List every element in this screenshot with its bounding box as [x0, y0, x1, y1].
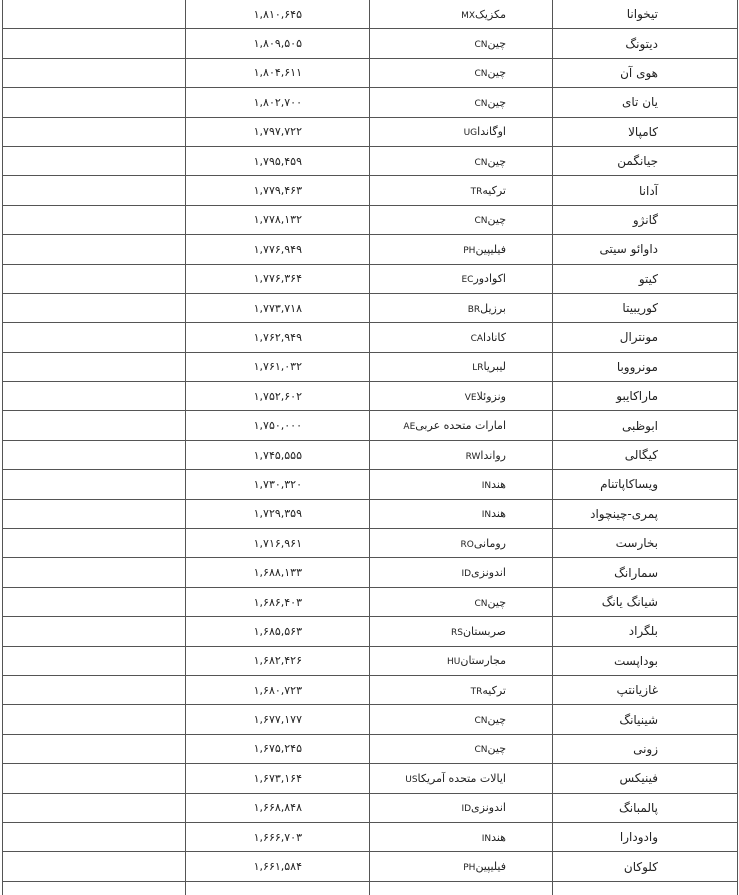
country-cell: [370, 411, 553, 440]
city-cell: [553, 881, 738, 895]
country-name: ترکیه: [482, 184, 506, 198]
table-row: [3, 440, 738, 469]
country-cell: [370, 881, 553, 895]
country-code: PH: [463, 863, 476, 874]
country-cell: [370, 440, 553, 469]
table-row: [3, 176, 738, 205]
city-cell: مونرووبا: [553, 352, 738, 381]
city-cell: کوریبیتا: [553, 293, 738, 322]
country-cell: [370, 764, 553, 793]
city-cell: کیتو: [553, 264, 738, 293]
country-cell: [370, 264, 553, 293]
country-code: AE: [403, 422, 416, 433]
city-cell: ماراکایبو: [553, 382, 738, 411]
city-cell: کیگالی: [553, 440, 738, 469]
country-cell: [370, 852, 553, 881]
country-name: امارات متحده عربی: [415, 419, 506, 433]
country-cell: [370, 0, 553, 29]
country-name: اکوادور: [473, 272, 506, 286]
population-cell: ۱,۶۷۳,۱۶۴: [186, 764, 370, 793]
empty-cell: [3, 499, 186, 528]
population-cell: ۱,۶۶۶,۷۰۳: [186, 822, 370, 851]
empty-cell: [3, 822, 186, 851]
country-cell: [370, 734, 553, 763]
population-cell: ۱,۷۷۶,۳۶۴: [186, 264, 370, 293]
country-code: UG: [463, 128, 478, 139]
country-code: CN: [474, 216, 488, 227]
population-cell: ۱,۷۶۲,۹۴۹: [186, 323, 370, 352]
population-cell: ۱,۶۸۰,۷۲۳: [186, 675, 370, 704]
empty-cell: [3, 264, 186, 293]
country-cell: [370, 646, 553, 675]
country-code: CN: [474, 98, 488, 109]
country-code: IN: [481, 510, 492, 521]
country-name: اندونزی: [471, 801, 506, 815]
empty-cell: [3, 323, 186, 352]
country-name: کانادا: [483, 330, 506, 344]
empty-cell: [3, 293, 186, 322]
country-name: چین: [487, 37, 506, 51]
country-cell: [370, 470, 553, 499]
population-cell: ۱,۷۳۰,۳۲۰: [186, 470, 370, 499]
empty-cell: [3, 705, 186, 734]
table-row: [3, 617, 738, 646]
country-name: رواندا: [480, 448, 506, 462]
country-code: ID: [461, 804, 472, 815]
country-code: PH: [463, 245, 476, 256]
country-name: صربستان: [462, 624, 506, 638]
country-name: چین: [487, 154, 506, 168]
country-cell: [370, 88, 553, 117]
empty-cell: [3, 382, 186, 411]
country-name: ونزوئلا: [476, 389, 506, 403]
empty-cell: [3, 793, 186, 822]
empty-cell: [3, 675, 186, 704]
city-cell: بلگراد: [553, 617, 738, 646]
table-row: [3, 88, 738, 117]
country-cell: [370, 146, 553, 175]
country-code: IN: [481, 833, 492, 844]
population-cell: ۱,۷۶۱,۰۳۲: [186, 352, 370, 381]
city-cell: سمارانگ: [553, 558, 738, 587]
country-code: RW: [465, 451, 481, 462]
country-code: TR: [470, 187, 483, 198]
city-cell: کلوکان: [553, 852, 738, 881]
country-name: چین: [487, 95, 506, 109]
country-code: BR: [467, 304, 481, 315]
country-cell: [370, 529, 553, 558]
country-name: اوگاندا: [477, 125, 506, 139]
country-name: لیبریا: [483, 360, 506, 374]
population-cell: ۱,۷۷۳,۷۱۸: [186, 293, 370, 322]
city-cell: زونی: [553, 734, 738, 763]
population-cell: ۱,۷۵۰,۰۰۰: [186, 411, 370, 440]
country-code: CN: [474, 716, 488, 727]
country-code: CN: [474, 69, 488, 80]
country-name: چین: [487, 213, 506, 227]
table-row: [3, 764, 738, 793]
table-row: [3, 58, 738, 87]
country-code: RS: [450, 627, 463, 638]
empty-cell: [3, 88, 186, 117]
country-cell: [370, 499, 553, 528]
empty-cell: [3, 470, 186, 499]
population-cell: ۱,۶۷۷,۱۷۷: [186, 705, 370, 734]
city-cell: پالمبانگ: [553, 793, 738, 822]
population-cell: ۱,۸۱۰,۶۴۵: [186, 0, 370, 29]
country-cell: [370, 176, 553, 205]
empty-cell: [3, 734, 186, 763]
country-cell: [370, 675, 553, 704]
country-name: هند: [491, 507, 506, 521]
country-cell: [370, 822, 553, 851]
country-code: CN: [474, 40, 488, 51]
empty-cell: [3, 235, 186, 264]
country-name: چین: [487, 713, 506, 727]
table-row: [3, 499, 738, 528]
population-cell: ۱,۷۵۲,۶۰۲: [186, 382, 370, 411]
empty-cell: [3, 646, 186, 675]
table-row: [3, 352, 738, 381]
population-cell: ۱,۷۱۶,۹۶۱: [186, 529, 370, 558]
table-row: [3, 646, 738, 675]
city-cell: تیخوانا: [553, 0, 738, 29]
empty-cell: [3, 587, 186, 616]
country-name: چین: [487, 595, 506, 609]
country-code: VE: [464, 392, 477, 403]
city-cell: بخارست: [553, 529, 738, 558]
table-row: [3, 881, 738, 895]
country-cell: [370, 117, 553, 146]
population-cell: ۱,۸۰۲,۷۰۰: [186, 88, 370, 117]
table-row: [3, 323, 738, 352]
country-cell: [370, 793, 553, 822]
country-code: CA: [470, 333, 484, 344]
population-cell: ۱,۷۴۵,۵۵۵: [186, 440, 370, 469]
city-cell: فینیکس: [553, 764, 738, 793]
city-cell: داوائو سیتی: [553, 235, 738, 264]
city-cell: کامپالا: [553, 117, 738, 146]
country-code: CN: [474, 157, 488, 168]
country-cell: [370, 29, 553, 58]
table-row: [3, 793, 738, 822]
country-name: فیلیپین: [475, 242, 506, 256]
country-cell: [370, 293, 553, 322]
table-row: [3, 205, 738, 234]
empty-cell: [3, 176, 186, 205]
table-row: [3, 117, 738, 146]
population-cell: ۱,۶۸۲,۴۲۶: [186, 646, 370, 675]
country-code: RO: [460, 539, 474, 550]
country-name: هند: [491, 477, 506, 491]
city-cell: گانژو: [553, 205, 738, 234]
country-code: IN: [481, 480, 492, 491]
country-cell: [370, 382, 553, 411]
empty-cell: [3, 29, 186, 58]
population-cell: ۱,۷۹۵,۴۵۹: [186, 146, 370, 175]
country-code: TR: [470, 686, 483, 697]
table-row: [3, 734, 738, 763]
table-row: [3, 293, 738, 322]
empty-cell: [3, 617, 186, 646]
city-cell: مونترال: [553, 323, 738, 352]
country-cell: [370, 205, 553, 234]
table-row: [3, 382, 738, 411]
population-cell: ۱,۶۶۸,۸۴۸: [186, 793, 370, 822]
city-cell: ابوظبی: [553, 411, 738, 440]
empty-cell: [3, 558, 186, 587]
country-cell: [370, 558, 553, 587]
table-row: [3, 529, 738, 558]
country-name: چین: [487, 742, 506, 756]
city-cell: پمری-چینچواد: [553, 499, 738, 528]
table-body: [3, 0, 738, 895]
empty-cell: [3, 146, 186, 175]
population-cell: ۱,۷۲۹,۳۵۹: [186, 499, 370, 528]
empty-cell: [3, 529, 186, 558]
city-cell: هوی آن: [553, 58, 738, 87]
country-name: چین: [487, 66, 506, 80]
country-cell: [370, 235, 553, 264]
city-cell: بوداپست: [553, 646, 738, 675]
population-cell: ۱,۷۷۹,۴۶۳: [186, 176, 370, 205]
population-cell: ۱,۶۸۸,۱۳۳: [186, 558, 370, 587]
country-code: CN: [474, 745, 488, 756]
table-row: [3, 822, 738, 851]
empty-cell: [3, 881, 186, 895]
city-cell: غازیانتپ: [553, 675, 738, 704]
country-name: مکزیک: [475, 7, 506, 21]
empty-cell: [3, 0, 186, 29]
country-code: MX: [461, 10, 476, 21]
empty-cell: [3, 352, 186, 381]
city-cell: آدانا: [553, 176, 738, 205]
population-cell: ۱,۷۷۶,۹۴۹: [186, 235, 370, 264]
country-name: رومانی: [473, 536, 506, 550]
empty-cell: [3, 117, 186, 146]
table-row: [3, 0, 738, 29]
empty-cell: [3, 852, 186, 881]
population-cell: ۱,۷۹۷,۷۲۲: [186, 117, 370, 146]
country-name: اندونزی: [471, 566, 506, 580]
country-name: هند: [491, 830, 506, 844]
city-cell: ویساکاپاتنام: [553, 470, 738, 499]
table-row: [3, 146, 738, 175]
city-cell: دیتونگ: [553, 29, 738, 58]
country-name: مجارستان: [460, 654, 506, 668]
country-cell: [370, 587, 553, 616]
population-cell: ۱,۸۰۴,۶۱۱: [186, 58, 370, 87]
country-cell: [370, 323, 553, 352]
country-name: ترکیه: [482, 683, 506, 697]
population-cell: [186, 881, 370, 895]
table-row: [3, 470, 738, 499]
city-cell: شیانگ یانگ: [553, 587, 738, 616]
table-row: [3, 675, 738, 704]
city-cell: وادودارا: [553, 822, 738, 851]
empty-cell: [3, 411, 186, 440]
country-code: HU: [447, 657, 461, 668]
country-code: EC: [461, 275, 474, 286]
population-cell: ۱,۸۰۹,۵۰۵: [186, 29, 370, 58]
population-cell: ۱,۶۷۵,۲۴۵: [186, 734, 370, 763]
city-cell: یان تای: [553, 88, 738, 117]
table-row: [3, 558, 738, 587]
country-code: CN: [474, 598, 488, 609]
table-row: [3, 411, 738, 440]
empty-cell: [3, 440, 186, 469]
country-name: ایالات متحده آمریکا: [417, 771, 506, 785]
country-cell: [370, 705, 553, 734]
country-cell: [370, 58, 553, 87]
country-code: US: [405, 774, 418, 785]
table-row: [3, 705, 738, 734]
empty-cell: [3, 205, 186, 234]
table-row: [3, 264, 738, 293]
population-cell: ۱,۶۸۶,۴۰۳: [186, 587, 370, 616]
table-row: [3, 587, 738, 616]
population-cell: ۱,۶۶۱,۵۸۴: [186, 852, 370, 881]
city-cell: جیانگمن: [553, 146, 738, 175]
city-cell: شینیانگ: [553, 705, 738, 734]
country-code: ID: [461, 569, 472, 580]
country-code: LR: [472, 363, 484, 374]
table-row: [3, 29, 738, 58]
empty-cell: [3, 58, 186, 87]
population-cell: ۱,۶۸۵,۵۶۳: [186, 617, 370, 646]
table-row: [3, 852, 738, 881]
country-cell: [370, 617, 553, 646]
population-cell: ۱,۷۷۸,۱۳۲: [186, 205, 370, 234]
table-row: [3, 235, 738, 264]
country-name: برزیل: [480, 301, 506, 315]
cities-population-table: [2, 0, 738, 895]
empty-cell: [3, 764, 186, 793]
country-name: فیلیپین: [475, 860, 506, 874]
country-cell: [370, 352, 553, 381]
